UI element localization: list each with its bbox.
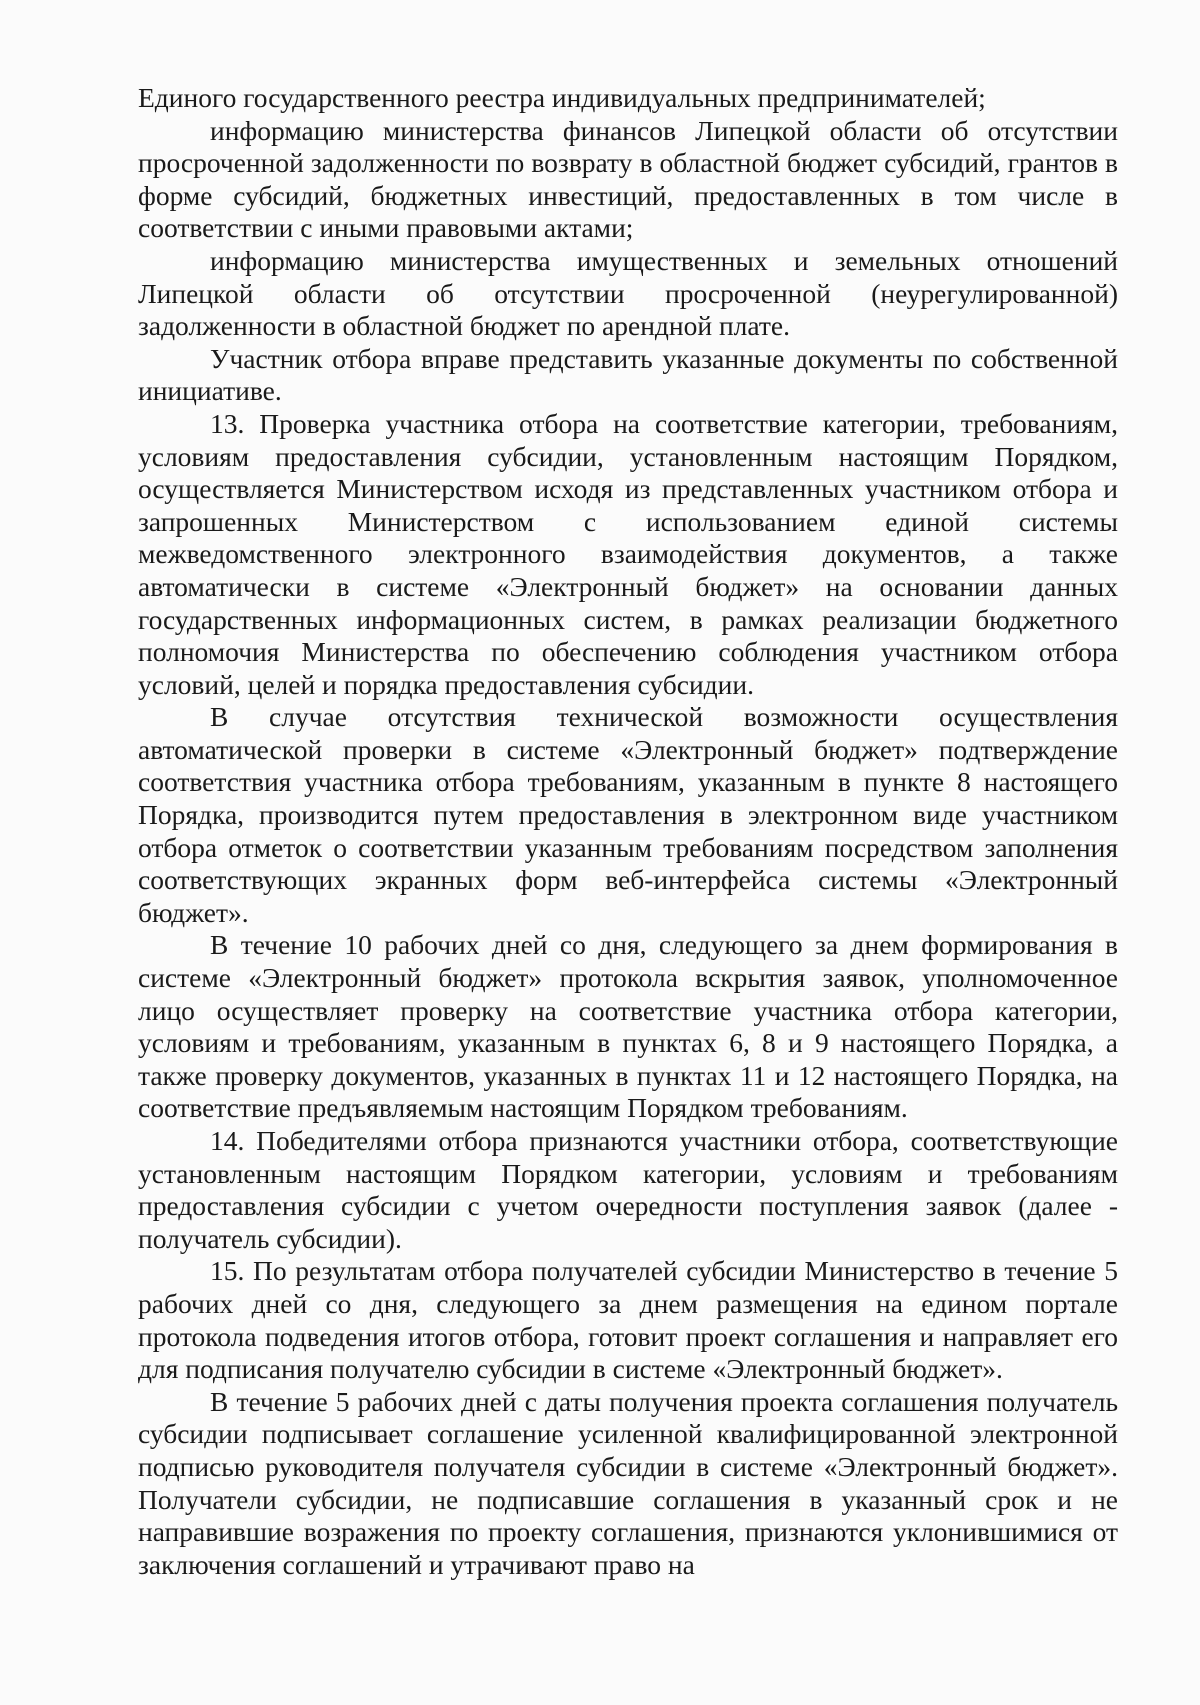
paragraph-own-initiative: Участник отбора вправе представить указанные документы по собственной инициативе. — [138, 342, 1118, 407]
paragraph-technical-absence: В случае отсутствия технической возможности осуществления автоматической проверки в системе «Электронный бюджет» подтверждение соответствия участника отбора требованиям, указанным в пункте 8 настоящего Порядка, производится путем предоставления в электронном виде участником отбора отметок о соответствии указанным требованиям посредством заполнения соответствующих экранных форм веб-интерфейса системы «Электронный бюджет». — [138, 701, 1118, 928]
paragraph-registry-continuation: Единого государственного реестра индивидуальных предпринимателей; — [138, 82, 986, 113]
paragraph-ten-days-check: В течение 10 рабочих дней со дня, следующего за днем формирования в системе «Электронный бюджет» протокола вскрытия заявок, уполномоченное лицо осуществляет проверку на соответствие участника отбора категории, условиям и требованиям, указанным в пунктах 6, 8 и 9 настоящего Порядка, а также проверку документов, указанных в пунктах 11 и 12 настоящего Порядка, на соответствие предъявляемым настоящим Порядком требованиям. — [138, 929, 1118, 1124]
paragraph-clause-15: 15. По результатам отбора получателей субсидии Министерство в течение 5 рабочих дней со дня, следующего за днем размещения на едином портале протокола подведения итогов отбора, готовит проект соглашения и направляет его для подписания получателю субсидии в системе «Электронный бюджет». — [138, 1255, 1118, 1385]
paragraph-signing-agreement: В течение 5 рабочих дней с даты получения проекта соглашения получатель субсидии подписывает соглашение усиленной квалифицированной электронной подписью руководителя получателя субсидии в системе «Электронный бюджет». Получатели субсидии, не подписавшие соглашения в указанный срок и не направившие возражения по проекту соглашения, признаются уклонившимися от заключения соглашений и утрачивают право на — [138, 1385, 1118, 1580]
paragraph-clause-13: 13. Проверка участника отбора на соответствие категории, требованиям, условиям предоставления субсидии, установленным настоящим Порядком, осуществляется Министерством исходя из представленных участником отбора и запрошенных Министерством с использованием единой системы межведомственного электронного взаимодействия документов, а также автоматически в системе «Электронный бюджет» на основании данных государственных информационных систем, в рамках реализации бюджетного полномочия Министерства по обеспечению соблюдения участником отбора условий, целей и порядка предоставления субсидии. — [138, 407, 1118, 700]
document-body — [138, 82, 1118, 1581]
paragraph-clause-14: 14. Победителями отбора признаются участники отбора, соответствующие установленным настоящим Порядком категории, условиям и требованиям предоставления субсидии с учетом очередности поступления заявок (далее - получатель субсидии). — [138, 1125, 1118, 1254]
paragraph-finance-ministry-info: информацию министерства финансов Липецкой области об отсутствии просроченной задолженности по возврату в областной бюджет субсидий, грантов в форме субсидий, бюджетных инвестиций, предоставленных в том числе в соответствии с иными правовыми актами; — [138, 114, 1118, 244]
paragraph-property-ministry-info: информацию министерства имущественных и земельных отношений Липецкой области об отсутствии просроченной (неурегулированной) задолженности в областной бюджет по арендной плате. — [138, 244, 1118, 342]
